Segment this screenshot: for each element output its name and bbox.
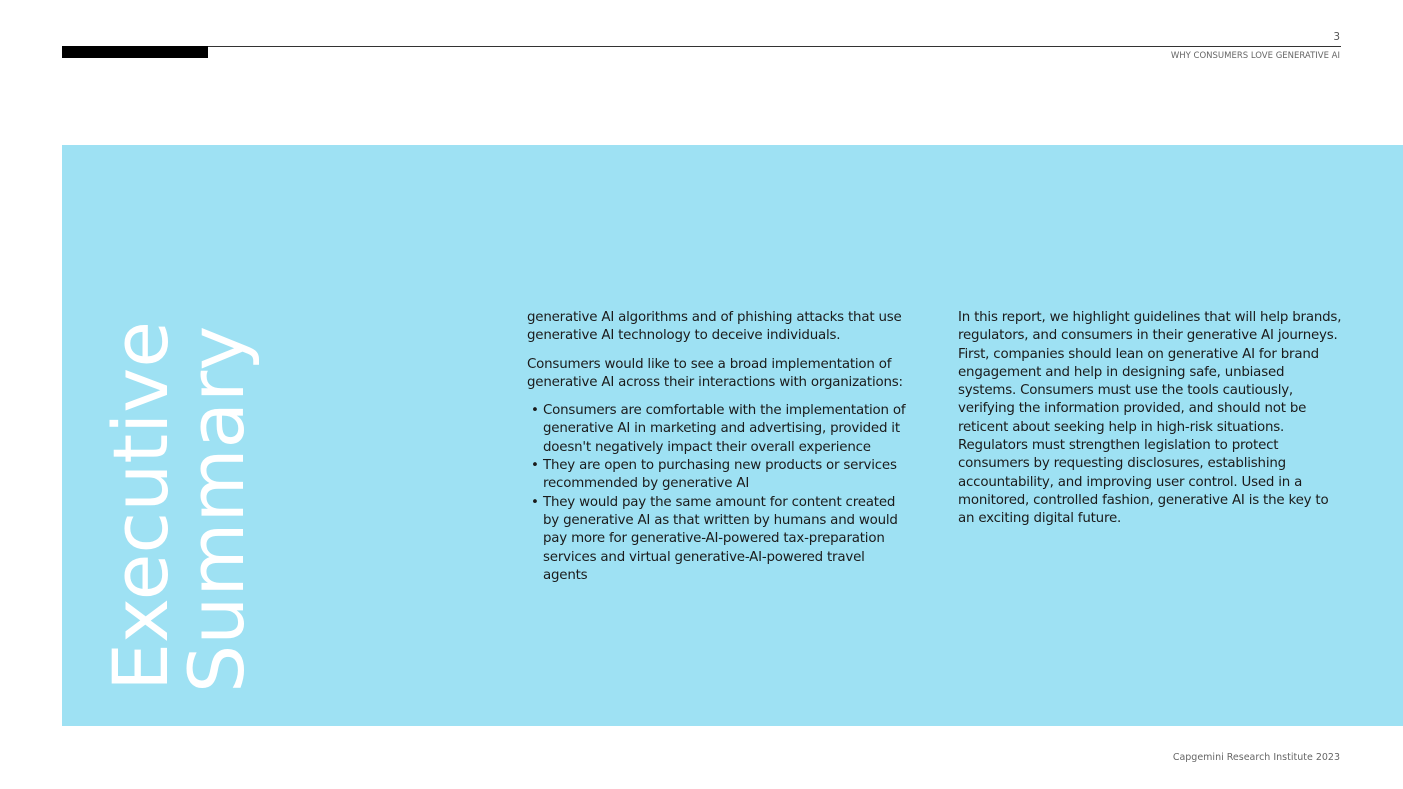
footer-credit: Capgemini Research Institute 2023 (1172, 752, 1340, 763)
bullet-item: • They are open to purchasing new products or services recommended by generative AI (527, 457, 913, 494)
section-title-line-1: Executive (96, 320, 185, 691)
right-text-column (958, 309, 1344, 539)
section-title-line-2: Summary (172, 325, 261, 693)
header-accent-bar (62, 46, 208, 58)
header-rule (62, 46, 1341, 47)
section-title (95, 320, 261, 700)
page-number: 3 (1333, 31, 1340, 43)
left-paragraph-1: generative AI algorithms and of phishing attacks that use generative AI technology to deceive individuals. (527, 310, 902, 344)
left-paragraph-2: Consumers would like to see a broad implementation of generative AI across their interactions with organizations: (527, 356, 903, 390)
right-paragraph-1: In this report, we highlight guidelines that will help brands, regulators, and consumers in their generative AI journeys. First, companies should lean on generative AI for brand engagement and help in designing safe, unbiased systems. Consumers must use the tools cautiously, verifying the information provided, and should not be reticent about seeking help in high-risk situations. Regulators must strengthen legislation to protect consumers by requesting disclosures, establishing accountability, and improving user control. Used in a monitored, controlled fashion, generative AI is the key to an exciting digital future. (958, 310, 1342, 527)
left-text-column (527, 309, 913, 585)
running-header: WHY CONSUMERS LOVE GENERATIVE AI (1170, 51, 1340, 61)
bullet-list (527, 402, 913, 585)
bullet-item: • They would pay the same amount for content created by generative AI as that written by humans and would pay more for generative-AI-powered tax-preparation services and virtual generative-AI-powered travel agents (527, 494, 913, 585)
bullet-item: • Consumers are comfortable with the implementation of generative AI in marketing and advertising, provided it doesn't negatively impact their overall experience (527, 402, 913, 457)
